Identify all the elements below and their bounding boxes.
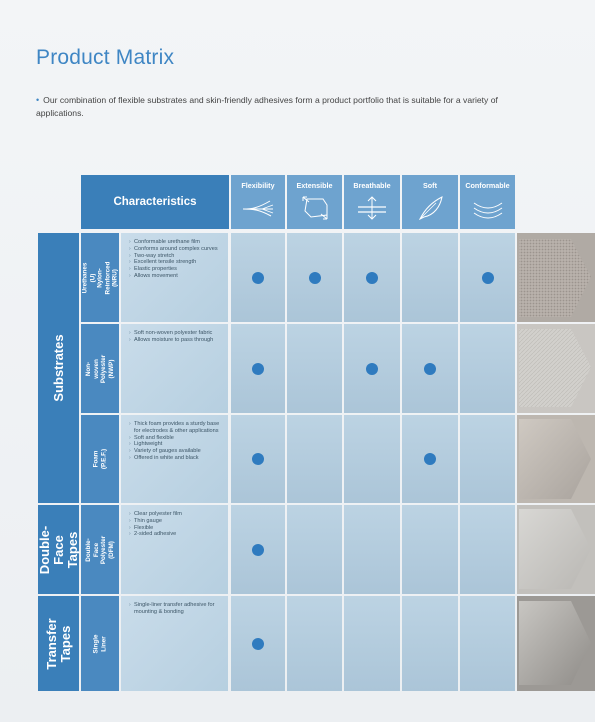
- matrix-cell: [344, 505, 400, 594]
- column-label: Extensible: [296, 181, 333, 190]
- group-label: Transfer Tapes: [43, 617, 73, 670]
- matrix-cell: [460, 415, 515, 503]
- matrix-cell: [231, 415, 285, 503]
- characteristics-header: Characteristics: [81, 175, 229, 229]
- group-double-face-tapes: [38, 505, 79, 594]
- conform-icon: [470, 193, 506, 223]
- dot-indicator-icon: [366, 272, 378, 284]
- property-item: › Thick foam provides a sturdy base for electrodes & other applications: [129, 421, 224, 435]
- row-properties: [121, 324, 228, 413]
- dot-indicator-icon: [252, 544, 264, 556]
- subtype-text: Single Liner: [92, 634, 107, 653]
- matrix-cell: [287, 415, 342, 503]
- property-item: › Flexible: [129, 525, 224, 532]
- matrix-cell: [344, 324, 400, 413]
- row-subtype-label: [81, 233, 119, 322]
- dot-indicator-icon: [252, 363, 264, 375]
- matrix-cell: [460, 505, 515, 594]
- property-item: › Soft non-woven polyester fabric: [129, 330, 224, 337]
- matrix-cell: [460, 324, 515, 413]
- subtype-text: Urethanes (U) Nylon-Reinforced (NRU): [81, 261, 119, 294]
- matrix-cell: [344, 233, 400, 322]
- row-properties: [121, 233, 228, 322]
- matrix-cell: [231, 233, 285, 322]
- dot-indicator-icon: [252, 638, 264, 650]
- stretch-icon: [297, 193, 333, 223]
- dot-indicator-icon: [482, 272, 494, 284]
- column-header-breathable: [344, 175, 400, 229]
- column-header-flexibility: [231, 175, 285, 229]
- row-properties: [121, 415, 228, 503]
- group-label: Double- Face Tapes: [36, 525, 80, 574]
- page-title: Product Matrix: [36, 46, 175, 69]
- column-label: Conformable: [465, 181, 510, 190]
- property-item: › Variety of gauges available: [129, 448, 224, 455]
- group-transfer-tapes: [38, 596, 79, 691]
- row-subtype-label: [81, 505, 119, 594]
- matrix-cell: [231, 324, 285, 413]
- column-label: Flexibility: [241, 181, 275, 190]
- property-item: › Allows moisture to pass through: [129, 337, 224, 344]
- property-item: › Conforms around complex curves: [129, 246, 224, 253]
- intro-paragraph: [36, 94, 536, 120]
- column-label: Soft: [423, 181, 437, 190]
- column-header-conformable: [460, 175, 515, 229]
- property-item: › Clear polyester film: [129, 511, 224, 518]
- subtype-text: Non-woven Polyester (NWP): [85, 354, 115, 383]
- row-subtype-label: [81, 415, 119, 503]
- bullet-icon: •: [36, 95, 40, 105]
- column-header-soft: [402, 175, 458, 229]
- material-swatches: [517, 233, 595, 691]
- property-item: › Excellent tensile strength: [129, 259, 224, 266]
- property-item: › Lightweight: [129, 441, 224, 448]
- dot-indicator-icon: [252, 453, 264, 465]
- matrix-cell: [402, 233, 458, 322]
- dot-indicator-icon: [424, 453, 436, 465]
- property-item: › Conformable urethane film: [129, 239, 224, 246]
- row-subtype-label: [81, 596, 119, 691]
- matrix-cell: [287, 324, 342, 413]
- subtype-text: Foam (P.E.F.): [92, 448, 107, 470]
- dot-indicator-icon: [309, 272, 321, 284]
- column-header-extensible: [287, 175, 342, 229]
- dot-indicator-icon: [424, 363, 436, 375]
- row-subtype-label: [81, 324, 119, 413]
- property-item: › Allows movement: [129, 273, 224, 280]
- matrix-cell: [460, 233, 515, 322]
- matrix-cell: [402, 596, 458, 691]
- property-item: › Single-liner transfer adhesive for mounting & bonding: [129, 602, 224, 616]
- property-item: › 2-sided adhesive: [129, 531, 224, 538]
- property-item: › Offered in white and black: [129, 455, 224, 462]
- property-item: › Soft and flexible: [129, 435, 224, 442]
- group-substrates: [38, 233, 79, 503]
- matrix-cell: [344, 596, 400, 691]
- intro-text: Our combination of flexible substrates and skin-friendly adhesives form a product portfolio that is suitable for a variety of applications.: [36, 95, 498, 118]
- feather-icon: [412, 193, 448, 223]
- matrix-cell: [344, 415, 400, 503]
- matrix-cell: [287, 596, 342, 691]
- row-properties: [121, 596, 228, 691]
- group-label: Substrates: [50, 334, 66, 402]
- column-label: Breathable: [353, 181, 391, 190]
- property-item: › Elastic properties: [129, 266, 224, 273]
- property-item: › Thin gauge: [129, 518, 224, 525]
- property-item: › Two-way stretch: [129, 253, 224, 260]
- matrix-cell: [231, 596, 285, 691]
- matrix-cell: [231, 505, 285, 594]
- flex-icon: [240, 193, 276, 223]
- matrix-cell: [402, 324, 458, 413]
- dot-indicator-icon: [252, 272, 264, 284]
- breathe-icon: [354, 193, 390, 223]
- dot-indicator-icon: [366, 363, 378, 375]
- subtype-text: Double-Face Polyester (DFM): [85, 535, 115, 564]
- matrix-cell: [402, 415, 458, 503]
- matrix-cell: [460, 596, 515, 691]
- matrix-cell: [287, 505, 342, 594]
- matrix-cell: [402, 505, 458, 594]
- matrix-cell: [287, 233, 342, 322]
- row-properties: [121, 505, 228, 594]
